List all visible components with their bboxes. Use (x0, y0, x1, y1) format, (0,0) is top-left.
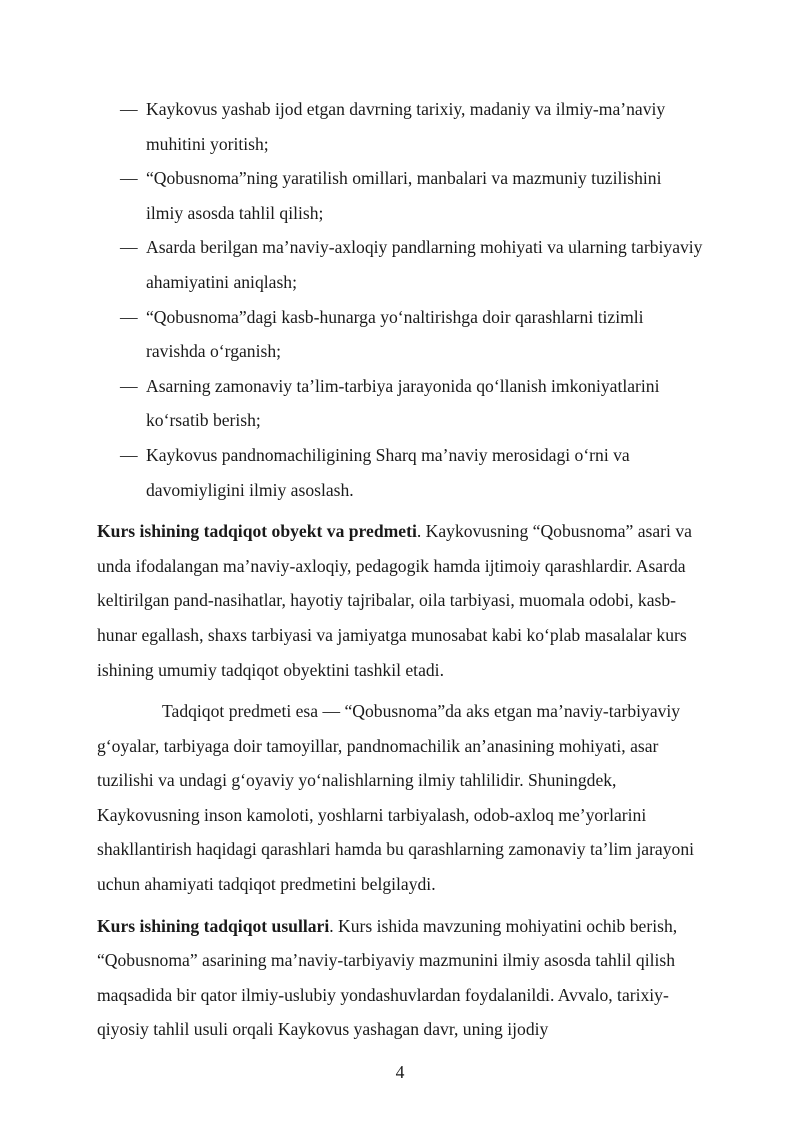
list-item-text: Asarning zamonaviy ta’lim-tarbiya jarayonida qo‘llanish imkoniyatlarini ko‘rsatib berish; (146, 375, 660, 431)
object-heading: Kurs ishining tadqiqot obyekt va predmeti (97, 521, 417, 542)
methods-heading: Kurs ishining tadqiqot usullari (97, 915, 330, 936)
methods-text: . Kurs ishida mavzuning mohiyatini ochib berish, “Qobusnoma” asarining ma’naviy-tarbiyaviy mazmunini ilmiy asosda tahlil qilish maqsadida bir qator ilmiy-uslubiy yondashuvlardan foydalanildi. Avvalo, tarixiy-qiyosiy tahlil usuli orqali Kaykovus yashagan davr, uning ijodiy (97, 915, 678, 1040)
list-item (97, 438, 703, 507)
list-item (97, 300, 703, 369)
subject-paragraph: Tadqiqot predmeti esa — “Qobusnoma”da aks etgan ma’naviy-tarbiyaviy g‘oyalar, tarbiyaga doir tamoyillar, pandnomachilik an’anasining mohiyati, asar tuzilishi va undagi g‘oyaviy yo‘nalishlarning ilmiy tahlilidir. Shuningdek, Kaykovusning inson kamoloti, yoshlarni tarbiyalash, odob-axloq me’yorlarini shakllantirish haqidagi qarashlari hamda bu qarashlarning zamonaviy ta’lim jarayoni uchun ahamiyati tadqiqot predmetini belgilaydi. (97, 701, 695, 895)
dash-marker: — (120, 375, 138, 396)
list-item-text: Kaykovus yashab ijod etgan davrning tarixiy, madaniy va ilmiy-ma’naviy muhitini yoritish; (146, 99, 666, 154)
dash-marker: — (120, 168, 138, 189)
object-text: . Kaykovusning “Qobusnoma” asari va unda ifodalangan ma’naviy-axloqiy, pedagogik hamda ijtimoiy qarashlardir. Asarda keltirilgan pand-nasihatlar, hayotiy tajribalar, oila tarbiyasi, muomala odobi, kasb-hunar egallash, shaxs tarbiyasi va jamiyatga munosabat kabi ko‘plab masalalar kurs ishining umumiy tadqiqot obyektini tashkil etadi. (97, 521, 692, 680)
list-item (97, 369, 703, 438)
list-item (97, 161, 703, 230)
dash-marker: — (120, 444, 138, 465)
list-item-text: Asarda berilgan ma’naviy-axloqiy pandlarning mohiyati va ularning tarbiyaviy ahamiyatini aniqlash; (146, 237, 703, 292)
dash-marker: — (120, 99, 138, 119)
methods-paragraph (97, 909, 703, 1047)
list-item (97, 230, 703, 299)
list-item-text: Kaykovus pandnomachiligining Sharq ma’naviy merosidagi o‘rni va davomiyligini ilmiy asoslash. (146, 444, 630, 500)
dash-marker: — (120, 306, 138, 327)
dash-marker: — (120, 237, 138, 258)
object-paragraph (97, 514, 703, 687)
list-item-text: “Qobusnoma”ning yaratilish omillari, manbalari va mazmuniy tuzilishini ilmiy asosda tahlil qilish; (146, 168, 662, 223)
list-item (97, 92, 703, 161)
page-number: 4 (395, 1062, 405, 1082)
objectives-list (97, 92, 703, 507)
document-page (97, 92, 703, 1047)
list-item-text: “Qobusnoma”dagi kasb-hunarga yo‘naltirishga doir qarashlarni tizimli ravishda o‘rganish; (146, 306, 644, 362)
